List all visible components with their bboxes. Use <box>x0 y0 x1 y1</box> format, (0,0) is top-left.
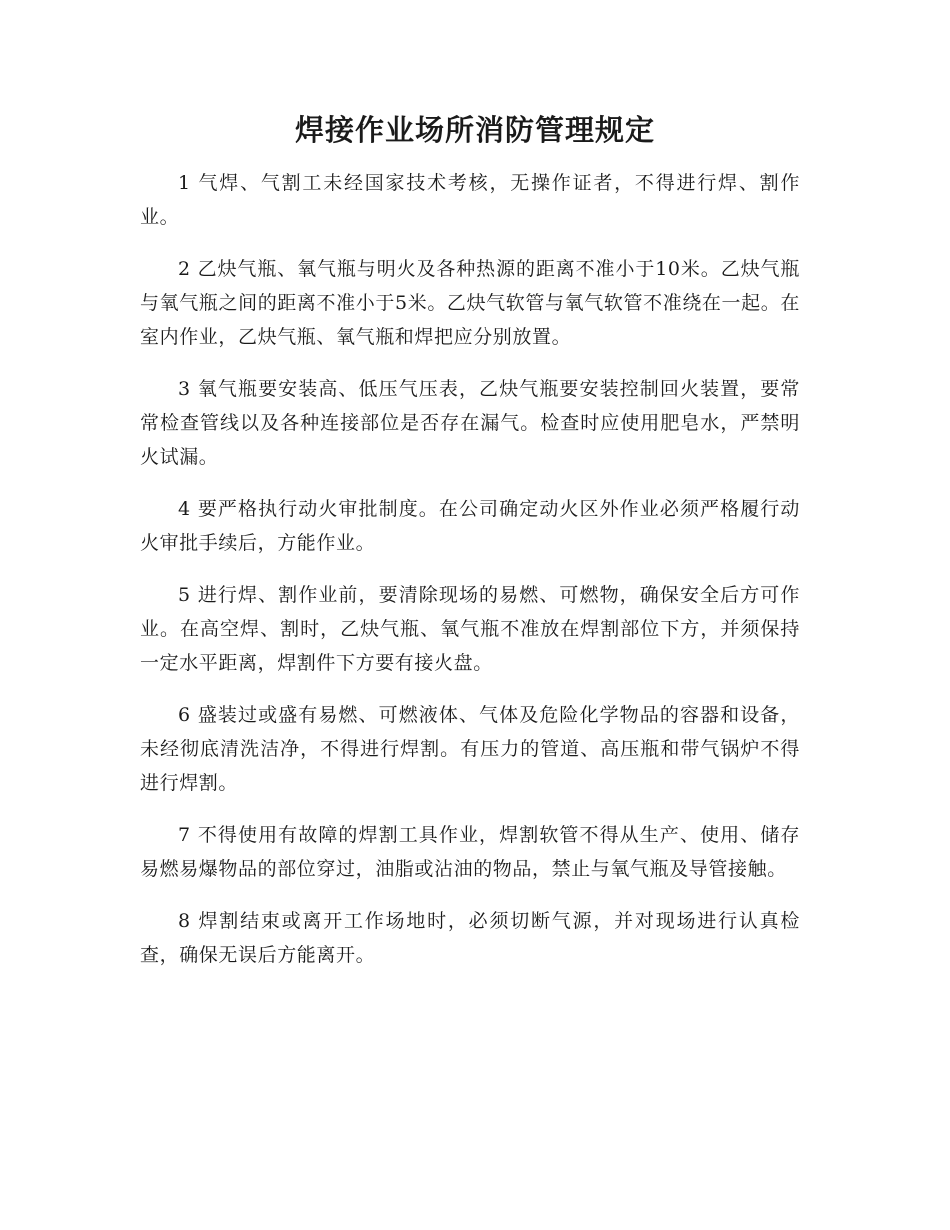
paragraph-3: 3 氧气瓶要安装高、低压气压表，乙炔气瓶要安装控制回火装置，要常常检查管线以及各种连接部位是否存在漏气。检查时应使用肥皂水，严禁明火试漏。 <box>140 378 800 468</box>
document-body <box>140 166 800 990</box>
document-title: 焊接作业场所消防管理规定 <box>294 113 655 147</box>
paragraph-4: 4 要严格执行动火审批制度。在公司确定动火区外作业必须严格履行动火审批手续后，方能作业。 <box>140 498 800 554</box>
paragraph-7: 7 不得使用有故障的焊割工具作业，焊割软管不得从生产、使用、储存易燃易爆物品的部位穿过，油脂或沾油的物品，禁止与氧气瓶及导管接触。 <box>140 824 800 880</box>
paragraph-5: 5 进行焊、割作业前，要清除现场的易燃、可燃物，确保安全后方可作业。在高空焊、割时，乙炔气瓶、氧气瓶不准放在焊割部位下方，并须保持一定水平距离，焊割件下方要有接火盘。 <box>140 584 800 674</box>
paragraph-1: 1 气焊、气割工未经国家技术考核，无操作证者，不得进行焊、割作业。 <box>140 172 800 228</box>
paragraph-2: 2 乙炔气瓶、氧气瓶与明火及各种热源的距离不准小于10米。乙炔气瓶与氧气瓶之间的距离不准小于5米。乙炔气软管与氧气软管不准绕在一起。在室内作业，乙炔气瓶、氧气瓶和焊把应分别放置。 <box>140 258 800 348</box>
paragraph-6: 6 盛装过或盛有易燃、可燃液体、气体及危险化学物品的容器和设备，未经彻底清洗洁净，不得进行焊割。有压力的管道、高压瓶和带气锅炉不得进行焊割。 <box>140 704 800 794</box>
paragraph-8: 8 焊割结束或离开工作场地时，必须切断气源，并对现场进行认真检查，确保无误后方能离开。 <box>140 910 800 966</box>
